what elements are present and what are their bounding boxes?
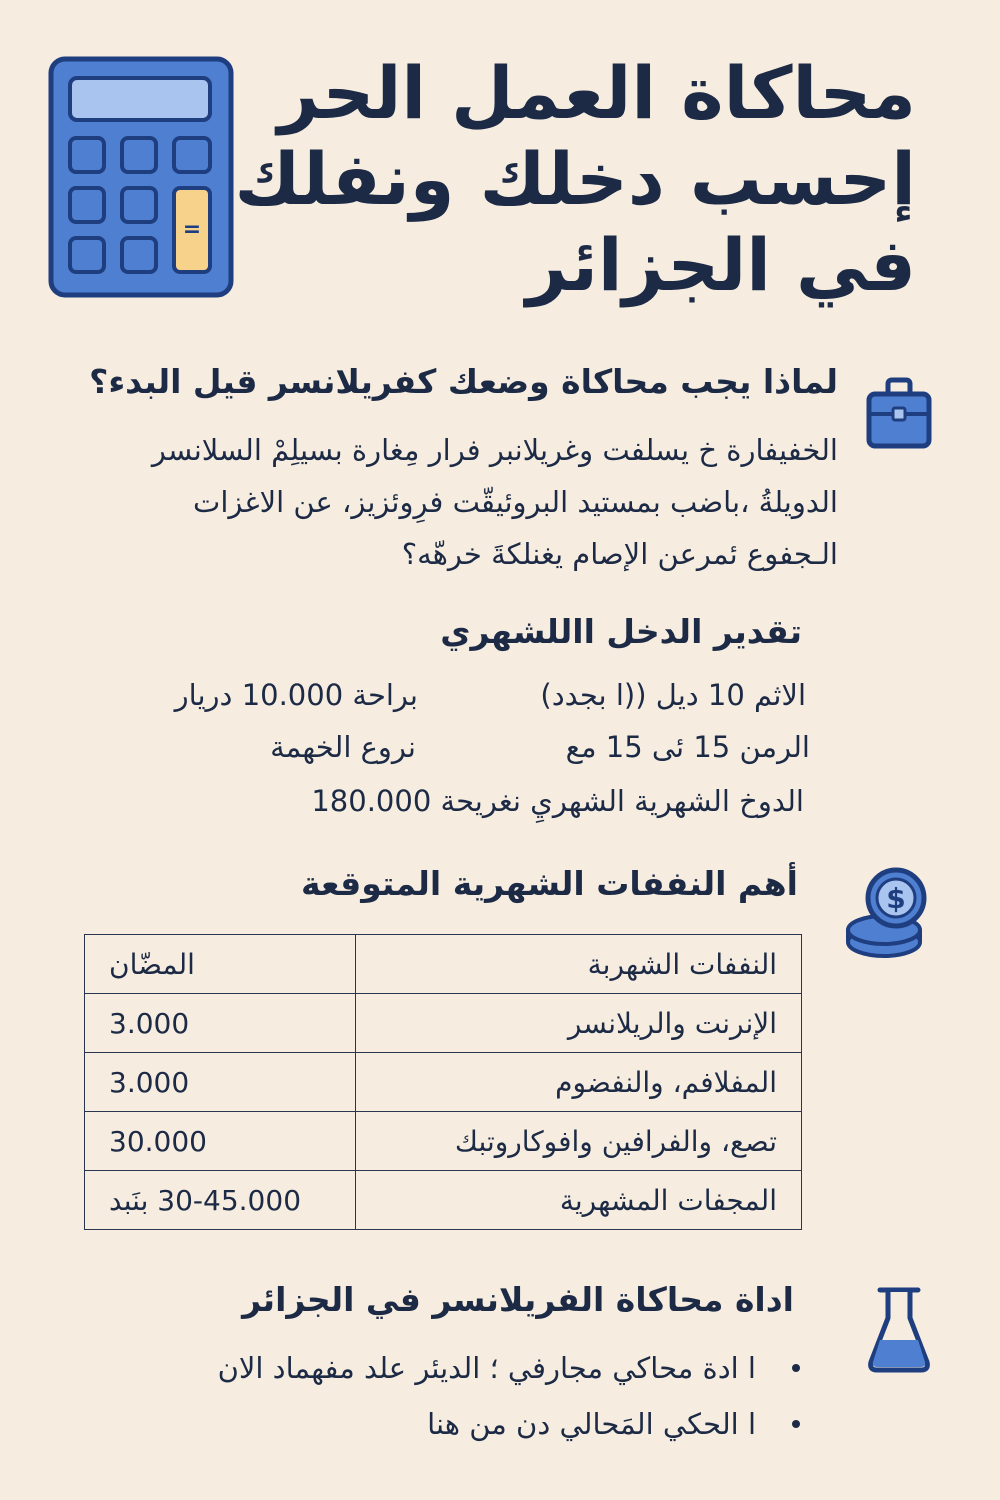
expense-cost: 30-45.000 بنَبد (85, 1171, 356, 1230)
expense-name: المفلافم، والنفضوم (356, 1053, 802, 1112)
expense-name: الإنرنت والريلانسر (356, 994, 802, 1053)
income-total: الدوخ الشهرية الشهريِ نغريحة 180.000 (311, 784, 804, 818)
title-line-2: إحسب دخلك ونفلك (234, 137, 916, 221)
tool-section-heading: اداة محاكاة الفريلانسر في الجزائر (242, 1280, 794, 1319)
coins-icon (844, 866, 934, 962)
why-line-1: الخفيفارة خ يسلفت وغريلانبر فرار مِغارة بسيلِمْ السلانسر (151, 433, 838, 467)
expenses-section-heading: أهم النففات الشهرية المتوقعة (301, 864, 798, 903)
expense-name: المجفات المشهرية (356, 1171, 802, 1230)
svg-text:$: $ (886, 882, 906, 915)
calculator-icon (48, 56, 234, 298)
income-row-2-value: نروع الخهمة (270, 730, 416, 764)
bullet-icon (792, 1364, 800, 1372)
column-header-cost: المضّان (85, 935, 356, 994)
expenses-table (84, 934, 802, 1230)
equals-key-label: = (182, 217, 202, 242)
tool-list (218, 1340, 800, 1452)
why-section-body (78, 424, 838, 580)
table-header-row (85, 935, 802, 994)
income-row-2-label: الرمن 15 ئى 15 مع (565, 730, 810, 764)
expense-name: تصع، والفرافين وافوكاروتبك (356, 1112, 802, 1171)
expense-cost: 3.000 (85, 1053, 356, 1112)
income-section-heading: تقدير الدخل االلشهري (440, 612, 802, 651)
flask-icon (866, 1284, 932, 1374)
list-item[interactable] (218, 1340, 800, 1396)
tool-item-text: ا ادة محاكي مجارفي ؛ الديئر علد مفهماد الان (217, 1351, 756, 1385)
income-row-1-value: براحة 10.000 دريار (174, 678, 418, 712)
why-line-2: الدويلةُ ،باضب بمستيد البروئيقّت فرِوئزيز، عن الاغزات (193, 485, 838, 519)
title-line-1: محاكاة العمل الحر (277, 51, 916, 135)
table-row (85, 994, 802, 1053)
column-header-expense: النففات الشهربة (356, 935, 802, 994)
expense-cost: 3.000 (85, 994, 356, 1053)
why-section-heading: لماذا يجب محاكاة وضعك كفريلانسر قيل البدء؟ (89, 362, 838, 401)
bullet-icon (792, 1420, 800, 1428)
why-line-3: الـجفوع ئمرعن الإصام يغنلكةَ خرهّه؟ (401, 537, 838, 571)
table-row (85, 1053, 802, 1112)
title-line-3: في الجزائر (526, 223, 916, 307)
expense-cost: 30.000 (85, 1112, 356, 1171)
table-row (85, 1171, 802, 1230)
briefcase-icon (866, 374, 932, 452)
tool-item-text: ا الحكي المَحالي دن من هنا (427, 1407, 756, 1441)
page-title (234, 50, 916, 308)
table-row (85, 1112, 802, 1171)
list-item[interactable] (218, 1396, 800, 1452)
income-row-1-label: الاثم 10 ديل ((ا بجدد) (540, 678, 806, 712)
